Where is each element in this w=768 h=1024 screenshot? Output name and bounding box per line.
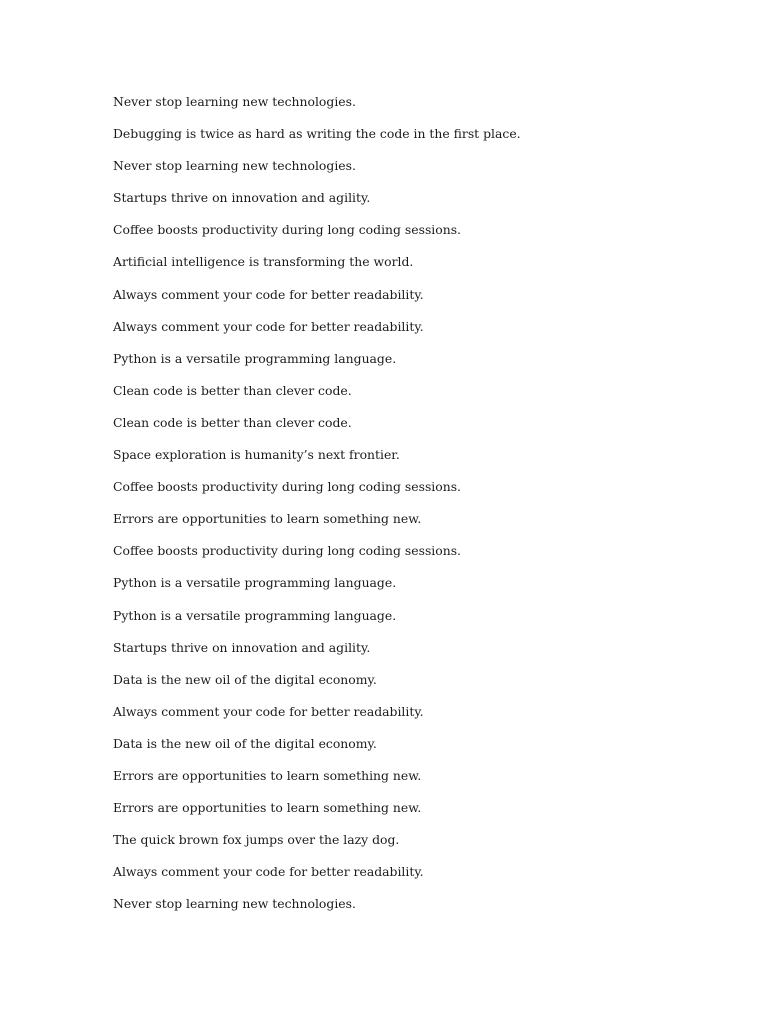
text-line: Startups thrive on innovation and agility. — [113, 639, 371, 655]
text-line: Debugging is twice as hard as writing the code in the first place. — [113, 126, 521, 142]
text-line: Artificial intelligence is transforming the world. — [113, 254, 414, 270]
text-lines — [113, 93, 713, 927]
text-line: Startups thrive on innovation and agility. — [113, 190, 371, 206]
text-line: Errors are opportunities to learn something new. — [113, 767, 422, 783]
text-line: The quick brown fox jumps over the lazy dog. — [113, 832, 400, 848]
text-line: Python is a versatile programming language. — [113, 607, 397, 623]
text-line: Always comment your code for better readability. — [113, 286, 424, 302]
text-line: Never stop learning new technologies. — [113, 896, 356, 912]
text-line: Clean code is better than clever code. — [113, 414, 352, 430]
text-line: Clean code is better than clever code. — [113, 382, 352, 398]
text-line: Always comment your code for better readability. — [113, 703, 424, 719]
text-line: Python is a versatile programming language. — [113, 575, 397, 591]
text-line: Never stop learning new technologies. — [113, 94, 356, 109]
text-line: Always comment your code for better readability. — [113, 864, 424, 880]
text-line: Python is a versatile programming language. — [113, 350, 397, 366]
text-line: Coffee boosts productivity during long coding sessions. — [113, 222, 461, 238]
text-line: Errors are opportunities to learn something new. — [113, 511, 422, 527]
text-line: Coffee boosts productivity during long coding sessions. — [113, 543, 461, 559]
text-line: Errors are opportunities to learn something new. — [113, 800, 422, 816]
text-line: Data is the new oil of the digital economy. — [113, 671, 377, 687]
text-line: Never stop learning new technologies. — [113, 158, 356, 174]
text-line: Always comment your code for better readability. — [113, 318, 424, 334]
text-line: Data is the new oil of the digital economy. — [113, 735, 377, 751]
text-line: Coffee boosts productivity during long coding sessions. — [113, 479, 461, 495]
text-line: Space exploration is humanity’s next frontier. — [113, 447, 400, 463]
